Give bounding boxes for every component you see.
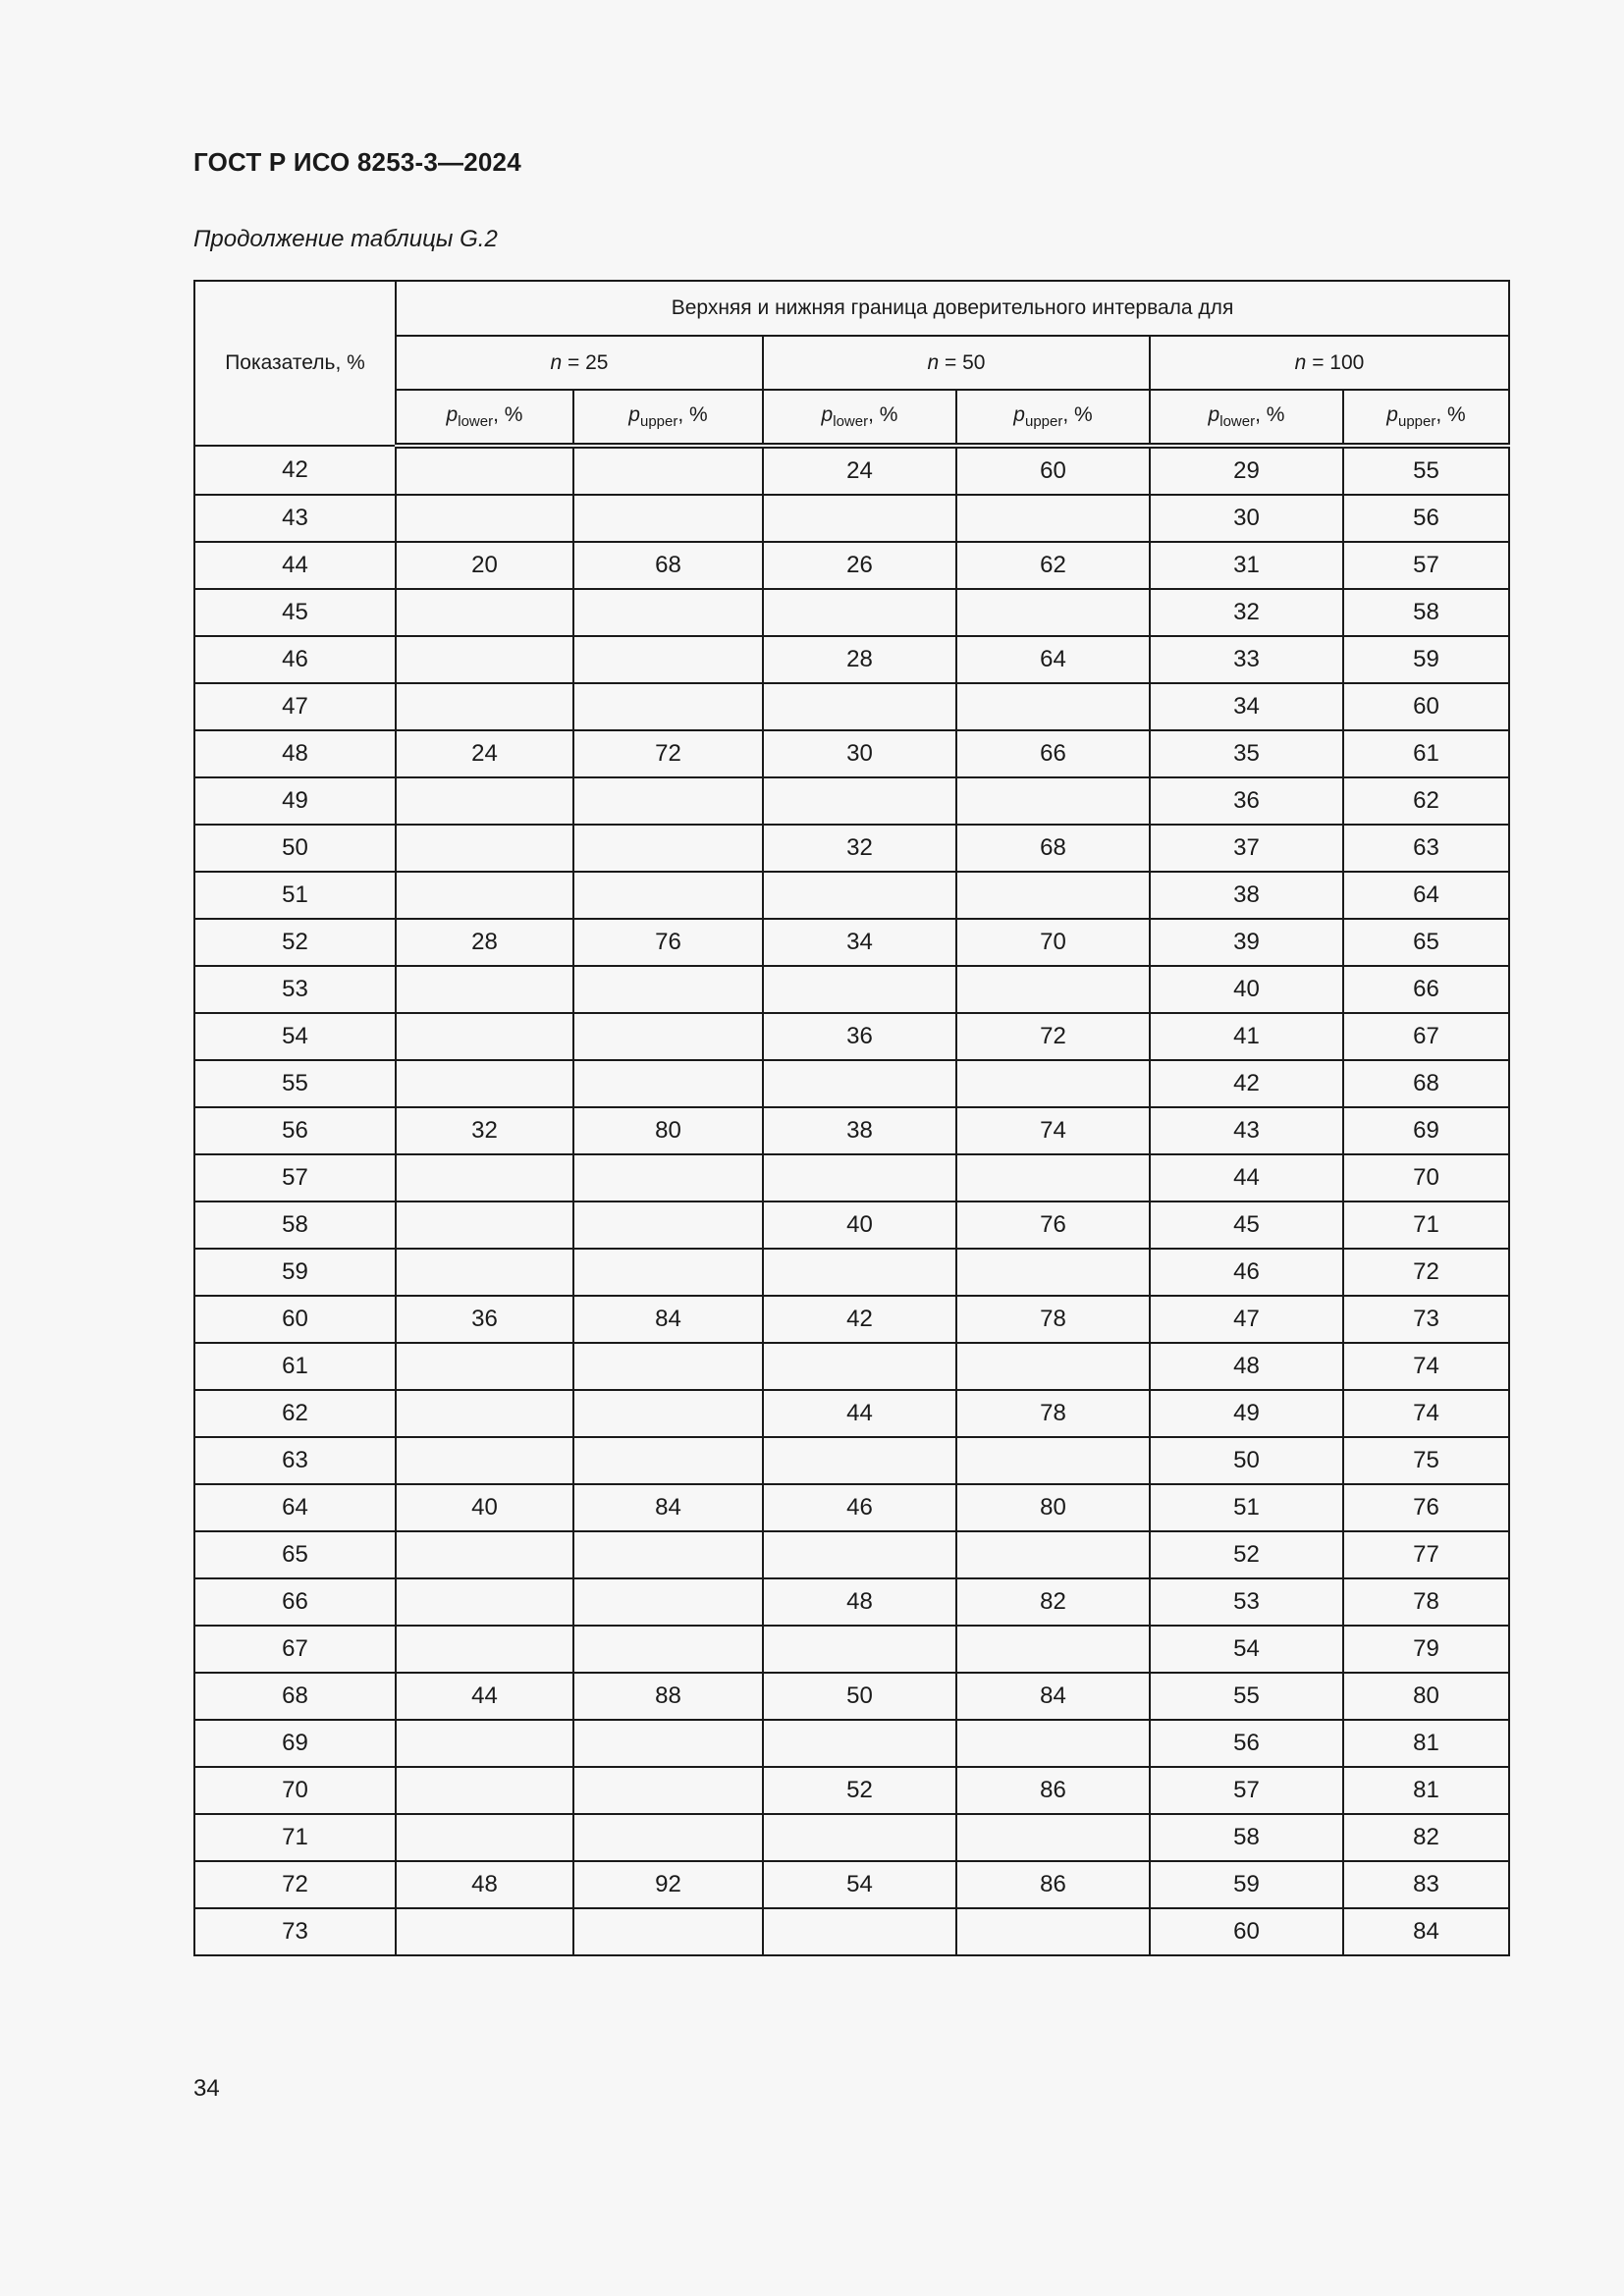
table-row	[194, 1578, 1509, 1626]
value-cell	[956, 777, 1150, 825]
table-row	[194, 1626, 1509, 1673]
value-cell: 26	[763, 542, 956, 589]
value-cell: 92	[573, 1861, 763, 1908]
value-cell: 62	[956, 542, 1150, 589]
table-row	[194, 1296, 1509, 1343]
value-cell	[396, 1013, 573, 1060]
value-cell: 80	[573, 1107, 763, 1154]
value-cell: 44	[763, 1390, 956, 1437]
value-cell	[573, 1013, 763, 1060]
confidence-interval-table	[193, 280, 1510, 1956]
value-cell	[573, 1390, 763, 1437]
value-cell	[396, 1343, 573, 1390]
value-cell: 53	[1150, 1578, 1343, 1626]
first-column-header: Показатель, %	[194, 281, 396, 446]
value-cell	[573, 1531, 763, 1578]
value-cell	[573, 777, 763, 825]
value-cell: 74	[956, 1107, 1150, 1154]
value-cell: 82	[956, 1578, 1150, 1626]
value-cell	[396, 1390, 573, 1437]
value-cell	[396, 1767, 573, 1814]
table-row	[194, 1673, 1509, 1720]
value-cell	[573, 446, 763, 495]
table-body	[194, 446, 1509, 1955]
table-row	[194, 683, 1509, 730]
value-cell: 32	[1150, 589, 1343, 636]
value-cell	[396, 1720, 573, 1767]
page-number: 34	[193, 2075, 220, 2102]
indicator-cell: 64	[194, 1484, 396, 1531]
value-cell: 54	[1150, 1626, 1343, 1673]
value-cell: 63	[1343, 825, 1509, 872]
value-cell: 60	[1150, 1908, 1343, 1955]
value-cell: 34	[763, 919, 956, 966]
value-cell: 82	[1343, 1814, 1509, 1861]
value-cell	[573, 1343, 763, 1390]
value-cell: 59	[1150, 1861, 1343, 1908]
value-cell: 84	[956, 1673, 1150, 1720]
table-row	[194, 1013, 1509, 1060]
value-cell	[573, 1060, 763, 1107]
value-cell: 78	[956, 1390, 1150, 1437]
value-cell: 42	[763, 1296, 956, 1343]
value-cell	[396, 1908, 573, 1955]
value-cell: 64	[1343, 872, 1509, 919]
n-group-header: n = 100	[1150, 336, 1509, 390]
value-cell: 67	[1343, 1013, 1509, 1060]
value-cell: 38	[1150, 872, 1343, 919]
value-cell: 66	[956, 730, 1150, 777]
table-row	[194, 777, 1509, 825]
indicator-cell: 47	[194, 683, 396, 730]
value-cell	[396, 1578, 573, 1626]
value-cell: 34	[1150, 683, 1343, 730]
value-cell	[956, 1249, 1150, 1296]
value-cell: 84	[573, 1296, 763, 1343]
value-cell	[573, 1249, 763, 1296]
value-cell: 78	[1343, 1578, 1509, 1626]
value-cell	[396, 1531, 573, 1578]
value-cell: 72	[1343, 1249, 1509, 1296]
p-lower-header: $p_{lower}$, %	[763, 390, 956, 446]
value-cell: 74	[1343, 1390, 1509, 1437]
value-cell: 50	[1150, 1437, 1343, 1484]
value-cell	[396, 1437, 573, 1484]
value-cell: 36	[396, 1296, 573, 1343]
value-cell	[573, 872, 763, 919]
p-upper-header: $p_{upper}$, %	[956, 390, 1150, 446]
value-cell	[763, 683, 956, 730]
document-header: ГОСТ Р ИСО 8253-3—2024	[193, 147, 521, 177]
p-lower-header: $p_{lower}$, %	[396, 390, 573, 446]
value-cell	[573, 589, 763, 636]
value-cell: 61	[1343, 730, 1509, 777]
value-cell: 40	[396, 1484, 573, 1531]
value-cell	[396, 1201, 573, 1249]
value-cell: 71	[1343, 1201, 1509, 1249]
value-cell: 32	[763, 825, 956, 872]
indicator-cell: 46	[194, 636, 396, 683]
value-cell	[956, 495, 1150, 542]
value-cell	[573, 1154, 763, 1201]
value-cell: 81	[1343, 1720, 1509, 1767]
value-cell	[573, 683, 763, 730]
table-row	[194, 1343, 1509, 1390]
value-cell: 60	[1343, 683, 1509, 730]
table-row	[194, 446, 1509, 495]
n-group-header: n = 50	[763, 336, 1150, 390]
value-cell	[396, 777, 573, 825]
value-cell: 52	[1150, 1531, 1343, 1578]
value-cell	[956, 1437, 1150, 1484]
p-lower-header: $p_{lower}$, %	[1150, 390, 1343, 446]
value-cell	[763, 1531, 956, 1578]
indicator-cell: 50	[194, 825, 396, 872]
value-cell: 35	[1150, 730, 1343, 777]
indicator-cell: 72	[194, 1861, 396, 1908]
value-cell: 43	[1150, 1107, 1343, 1154]
table-row	[194, 1484, 1509, 1531]
value-cell: 69	[1343, 1107, 1509, 1154]
value-cell: 57	[1150, 1767, 1343, 1814]
value-cell: 62	[1343, 777, 1509, 825]
indicator-cell: 61	[194, 1343, 396, 1390]
value-cell: 80	[956, 1484, 1150, 1531]
value-cell	[956, 1060, 1150, 1107]
table-row	[194, 589, 1509, 636]
value-cell	[573, 1767, 763, 1814]
value-cell	[956, 1720, 1150, 1767]
value-cell: 58	[1150, 1814, 1343, 1861]
value-cell	[396, 1814, 573, 1861]
value-cell	[763, 1908, 956, 1955]
value-cell: 44	[1150, 1154, 1343, 1201]
value-cell: 76	[956, 1201, 1150, 1249]
value-cell	[396, 636, 573, 683]
value-cell	[396, 1154, 573, 1201]
value-cell: 88	[573, 1673, 763, 1720]
table-row	[194, 1767, 1509, 1814]
table-row	[194, 542, 1509, 589]
table-row	[194, 825, 1509, 872]
value-cell: 30	[1150, 495, 1343, 542]
value-cell: 72	[956, 1013, 1150, 1060]
value-cell: 60	[956, 446, 1150, 495]
value-cell	[573, 1201, 763, 1249]
value-cell	[396, 825, 573, 872]
indicator-cell: 45	[194, 589, 396, 636]
value-cell: 86	[956, 1767, 1150, 1814]
value-cell: 77	[1343, 1531, 1509, 1578]
value-cell: 20	[396, 542, 573, 589]
value-cell: 33	[1150, 636, 1343, 683]
value-cell	[763, 1814, 956, 1861]
indicator-cell: 42	[194, 446, 396, 495]
value-cell: 57	[1343, 542, 1509, 589]
indicator-cell: 71	[194, 1814, 396, 1861]
value-cell	[956, 683, 1150, 730]
value-cell: 81	[1343, 1767, 1509, 1814]
table-row	[194, 1531, 1509, 1578]
value-cell: 76	[1343, 1484, 1509, 1531]
value-cell	[396, 495, 573, 542]
indicator-cell: 43	[194, 495, 396, 542]
value-cell	[573, 1578, 763, 1626]
value-cell: 24	[396, 730, 573, 777]
table-row	[194, 1720, 1509, 1767]
value-cell	[763, 1060, 956, 1107]
value-cell: 56	[1150, 1720, 1343, 1767]
value-cell: 36	[1150, 777, 1343, 825]
value-cell	[396, 966, 573, 1013]
indicator-cell: 68	[194, 1673, 396, 1720]
value-cell: 76	[573, 919, 763, 966]
value-cell	[956, 1154, 1150, 1201]
value-cell: 38	[763, 1107, 956, 1154]
value-cell	[396, 589, 573, 636]
value-cell: 42	[1150, 1060, 1343, 1107]
value-cell: 55	[1343, 446, 1509, 495]
value-cell	[763, 1154, 956, 1201]
value-cell	[573, 1908, 763, 1955]
value-cell	[763, 495, 956, 542]
indicator-cell: 55	[194, 1060, 396, 1107]
indicator-cell: 70	[194, 1767, 396, 1814]
value-cell	[956, 966, 1150, 1013]
value-cell	[763, 966, 956, 1013]
value-cell: 72	[573, 730, 763, 777]
value-cell	[573, 1626, 763, 1673]
indicator-cell: 59	[194, 1249, 396, 1296]
value-cell	[956, 1908, 1150, 1955]
table-row	[194, 1249, 1509, 1296]
value-cell: 28	[396, 919, 573, 966]
value-cell	[396, 1249, 573, 1296]
value-cell	[763, 1343, 956, 1390]
table-row	[194, 1861, 1509, 1908]
value-cell	[573, 636, 763, 683]
value-cell: 65	[1343, 919, 1509, 966]
table-row	[194, 1154, 1509, 1201]
value-cell: 28	[763, 636, 956, 683]
value-cell: 31	[1150, 542, 1343, 589]
table-row	[194, 872, 1509, 919]
value-cell	[956, 1814, 1150, 1861]
value-cell	[956, 589, 1150, 636]
value-cell: 46	[763, 1484, 956, 1531]
value-cell: 49	[1150, 1390, 1343, 1437]
value-cell: 44	[396, 1673, 573, 1720]
value-cell	[396, 683, 573, 730]
value-cell	[763, 589, 956, 636]
table-row	[194, 495, 1509, 542]
table-row	[194, 1107, 1509, 1154]
value-cell	[573, 825, 763, 872]
indicator-cell: 67	[194, 1626, 396, 1673]
value-cell: 64	[956, 636, 1150, 683]
value-cell: 32	[396, 1107, 573, 1154]
indicator-cell: 44	[194, 542, 396, 589]
value-cell: 37	[1150, 825, 1343, 872]
value-cell: 79	[1343, 1626, 1509, 1673]
value-cell: 48	[1150, 1343, 1343, 1390]
indicator-cell: 69	[194, 1720, 396, 1767]
indicator-cell: 52	[194, 919, 396, 966]
p-upper-header: $p_{upper}$, %	[1343, 390, 1509, 446]
value-cell: 68	[1343, 1060, 1509, 1107]
value-cell	[573, 1720, 763, 1767]
value-cell: 73	[1343, 1296, 1509, 1343]
value-cell: 52	[763, 1767, 956, 1814]
value-cell: 50	[763, 1673, 956, 1720]
value-cell: 83	[1343, 1861, 1509, 1908]
value-cell	[573, 1814, 763, 1861]
p-upper-header: $p_{upper}$, %	[573, 390, 763, 446]
value-cell	[573, 966, 763, 1013]
value-cell	[396, 872, 573, 919]
value-cell	[396, 446, 573, 495]
value-cell: 59	[1343, 636, 1509, 683]
value-cell: 39	[1150, 919, 1343, 966]
table-header	[194, 281, 1509, 446]
value-cell: 84	[1343, 1908, 1509, 1955]
indicator-cell: 58	[194, 1201, 396, 1249]
value-cell: 74	[1343, 1343, 1509, 1390]
indicator-cell: 57	[194, 1154, 396, 1201]
indicator-cell: 53	[194, 966, 396, 1013]
value-cell: 47	[1150, 1296, 1343, 1343]
indicator-cell: 62	[194, 1390, 396, 1437]
value-cell: 84	[573, 1484, 763, 1531]
value-cell: 30	[763, 730, 956, 777]
n-group-header: n = 25	[396, 336, 763, 390]
value-cell: 86	[956, 1861, 1150, 1908]
table-row	[194, 636, 1509, 683]
value-cell	[956, 1626, 1150, 1673]
indicator-cell: 63	[194, 1437, 396, 1484]
table-row	[194, 1437, 1509, 1484]
indicator-cell: 56	[194, 1107, 396, 1154]
value-cell	[396, 1626, 573, 1673]
value-cell: 55	[1150, 1673, 1343, 1720]
indicator-cell: 49	[194, 777, 396, 825]
table-row	[194, 730, 1509, 777]
indicator-cell: 54	[194, 1013, 396, 1060]
value-cell: 29	[1150, 446, 1343, 495]
value-cell: 40	[763, 1201, 956, 1249]
group-header: Верхняя и нижняя граница доверительного интервала для	[396, 281, 1509, 336]
value-cell: 75	[1343, 1437, 1509, 1484]
value-cell: 46	[1150, 1249, 1343, 1296]
value-cell: 40	[1150, 966, 1343, 1013]
value-cell: 66	[1343, 966, 1509, 1013]
value-cell	[573, 1437, 763, 1484]
value-cell: 48	[396, 1861, 573, 1908]
value-cell	[763, 777, 956, 825]
indicator-cell: 60	[194, 1296, 396, 1343]
value-cell: 24	[763, 446, 956, 495]
value-cell	[763, 1626, 956, 1673]
table-row	[194, 919, 1509, 966]
value-cell	[763, 1720, 956, 1767]
indicator-cell: 65	[194, 1531, 396, 1578]
value-cell	[956, 872, 1150, 919]
value-cell	[956, 1343, 1150, 1390]
indicator-cell: 66	[194, 1578, 396, 1626]
value-cell: 36	[763, 1013, 956, 1060]
table-row	[194, 1201, 1509, 1249]
value-cell	[763, 872, 956, 919]
value-cell: 56	[1343, 495, 1509, 542]
indicator-cell: 73	[194, 1908, 396, 1955]
value-cell: 51	[1150, 1484, 1343, 1531]
table-row	[194, 1814, 1509, 1861]
value-cell: 70	[1343, 1154, 1509, 1201]
value-cell: 70	[956, 919, 1150, 966]
value-cell	[956, 1531, 1150, 1578]
table-row	[194, 1908, 1509, 1955]
indicator-cell: 48	[194, 730, 396, 777]
value-cell: 68	[956, 825, 1150, 872]
table-row	[194, 1390, 1509, 1437]
value-cell: 58	[1343, 589, 1509, 636]
value-cell: 45	[1150, 1201, 1343, 1249]
value-cell	[763, 1437, 956, 1484]
value-cell: 78	[956, 1296, 1150, 1343]
value-cell	[763, 1249, 956, 1296]
indicator-cell: 51	[194, 872, 396, 919]
value-cell: 54	[763, 1861, 956, 1908]
value-cell: 41	[1150, 1013, 1343, 1060]
table-caption: Продолжение таблицы G.2	[193, 226, 498, 252]
value-cell: 80	[1343, 1673, 1509, 1720]
value-cell: 48	[763, 1578, 956, 1626]
value-cell	[573, 495, 763, 542]
value-cell	[396, 1060, 573, 1107]
table-row	[194, 966, 1509, 1013]
value-cell: 68	[573, 542, 763, 589]
table-row	[194, 1060, 1509, 1107]
